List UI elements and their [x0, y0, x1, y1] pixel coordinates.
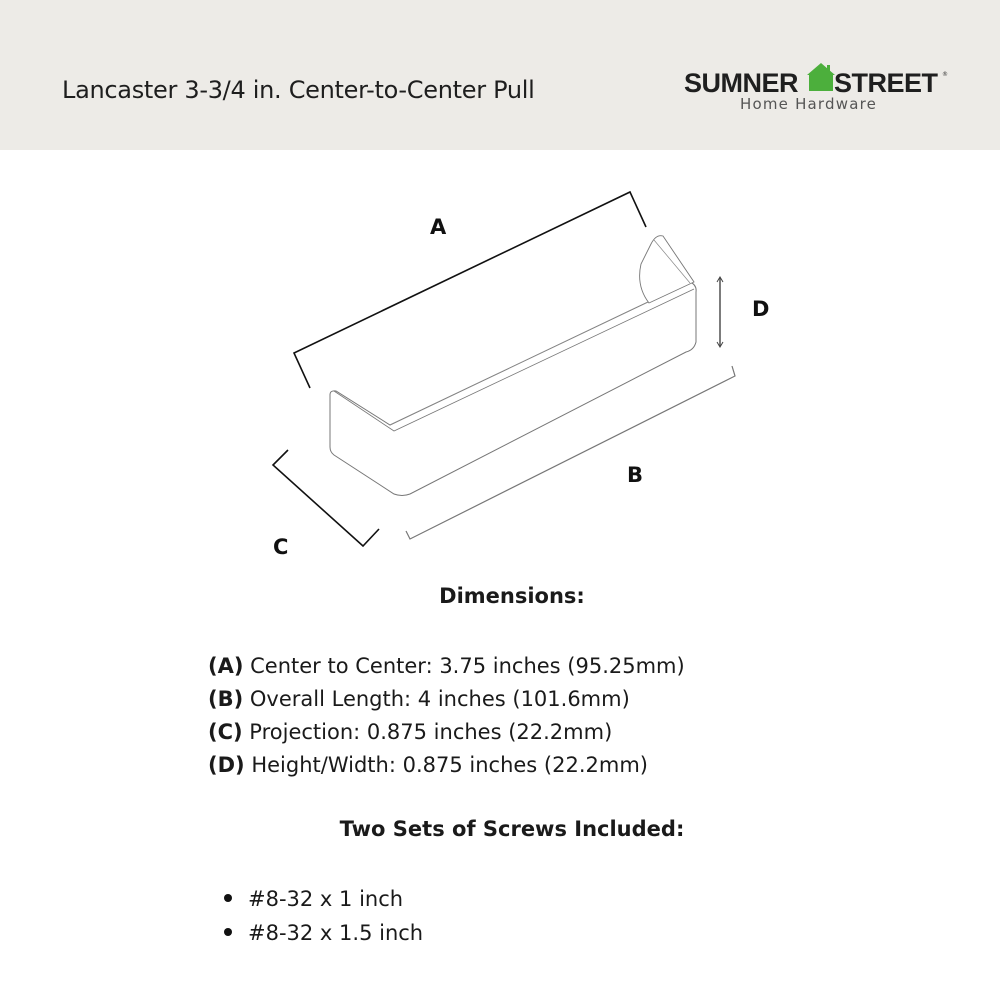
label-b: B: [627, 463, 644, 487]
screw-item: [224, 916, 423, 950]
dimension-key: (A): [208, 654, 244, 678]
dimension-text: Projection: 0.875 inches (22.2mm): [249, 720, 613, 744]
screw-item: [224, 882, 423, 916]
pull-dimension-diagram: [0, 150, 1000, 570]
dimension-key: (D): [208, 753, 245, 777]
logo-word-2: STREET: [834, 68, 938, 98]
screw-text: #8-32 x 1 inch: [248, 887, 404, 911]
label-c: C: [273, 535, 289, 559]
dimension-item-c: [208, 716, 685, 749]
bullet-icon: [224, 928, 232, 936]
dimension-item-b: [208, 683, 685, 716]
product-title: Lancaster 3-3/4 in. Center-to-Center Pull: [62, 76, 535, 104]
dimension-item-a: [208, 650, 685, 683]
logo-tagline: Home Hardware: [740, 95, 878, 113]
dimension-item-d: [208, 749, 685, 782]
dimension-text: Center to Center: 3.75 inches (95.25mm): [250, 654, 685, 678]
label-d: D: [752, 297, 770, 321]
registered-mark: ®: [942, 71, 948, 78]
brand-logo: [684, 60, 954, 120]
dimension-key: (C): [208, 720, 243, 744]
house-icon: [806, 62, 836, 92]
bullet-icon: [224, 894, 232, 902]
screws-list: [224, 882, 423, 950]
header-band: [0, 0, 1000, 150]
logo-word-1: SUMNER: [684, 68, 799, 98]
screw-text: #8-32 x 1.5 inch: [248, 921, 424, 945]
dimension-text: Height/Width: 0.875 inches (22.2mm): [251, 753, 648, 777]
screws-heading: Two Sets of Screws Included:: [339, 817, 685, 841]
dimension-text: Overall Length: 4 inches (101.6mm): [249, 687, 630, 711]
dimensions-list: [208, 650, 685, 782]
dimensions-heading: Dimensions:: [439, 584, 585, 608]
pull-drawing-icon: [0, 150, 1000, 570]
label-a: A: [430, 215, 447, 239]
dimension-key: (B): [208, 687, 244, 711]
